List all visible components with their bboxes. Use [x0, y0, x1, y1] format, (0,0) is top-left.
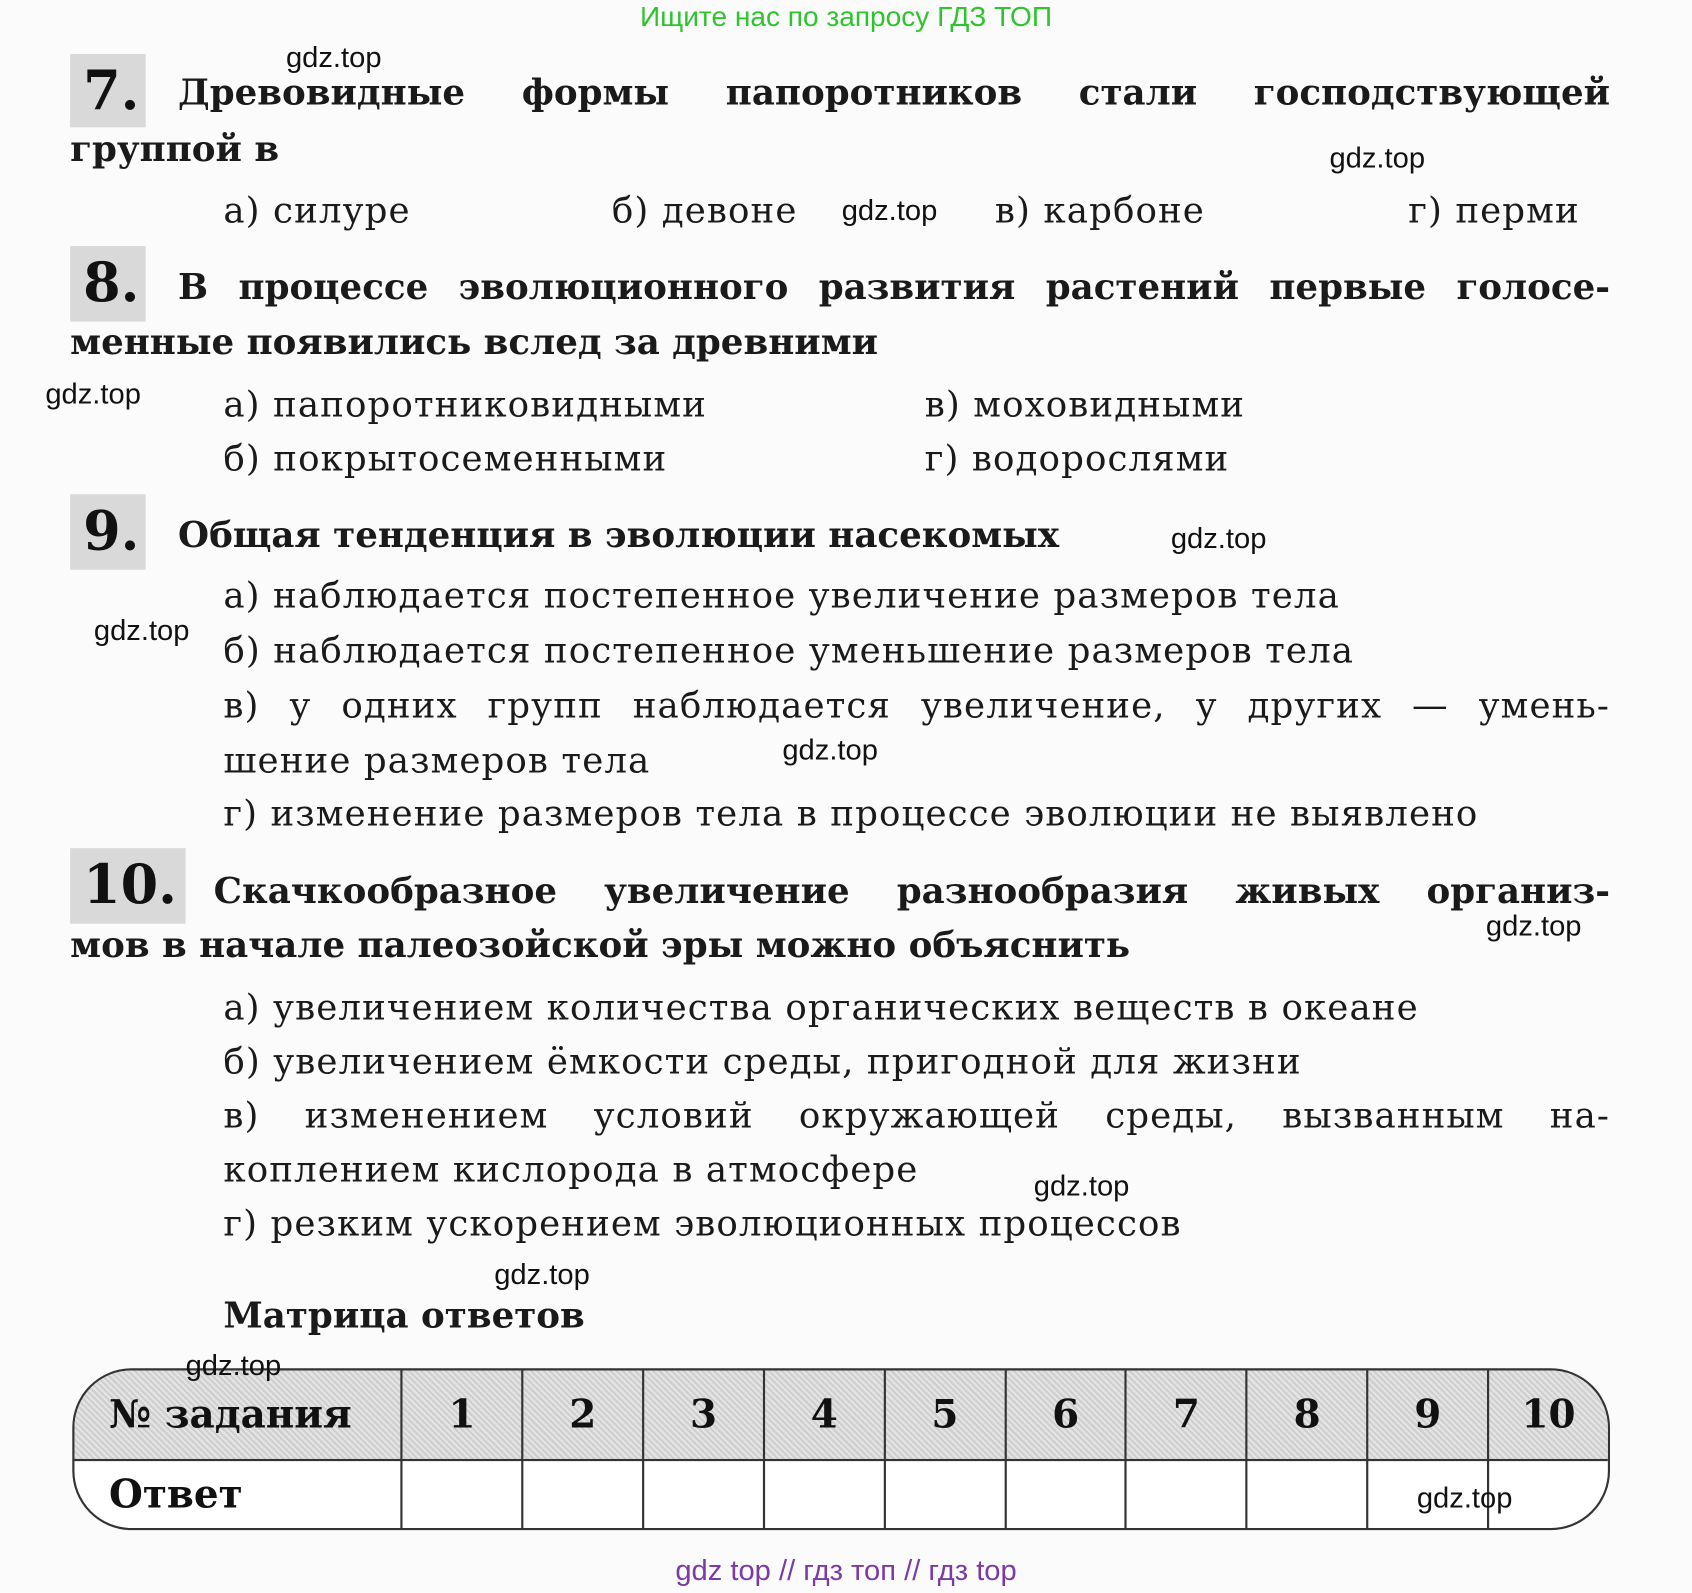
q9-option-c-cont: шение размеров тела [223, 739, 651, 782]
q7-option-b: б) девоне [611, 188, 798, 231]
answer-cell[interactable] [521, 1459, 642, 1530]
answer-label: Ответ [108, 1471, 243, 1518]
watermark: gdz.top [185, 1348, 282, 1382]
q7-option-c: в) карбоне [994, 188, 1205, 231]
question-9-line-1: Общая тенденция в эволюции насекомых [178, 513, 1060, 556]
q8-option-b: б) покрытосеменными [223, 437, 668, 480]
watermark: gdz.top [1170, 522, 1267, 555]
q9-option-c: в) у одних групп наблюдается увеличение, у других — умень- [223, 684, 1611, 727]
answer-cell[interactable] [1004, 1459, 1125, 1530]
column-header: 4 [763, 1370, 884, 1458]
column-header: 2 [521, 1370, 642, 1458]
header-banner: Ищите нас по запросу ГДЗ ТОП [640, 0, 1053, 33]
watermark: gdz.top [782, 733, 878, 767]
q9-option-a: а) наблюдается постепенное увеличение размеров тела [223, 574, 1340, 617]
q10-option-a: а) увеличением количества органических веществ в океане [223, 986, 1419, 1029]
answer-cell[interactable] [401, 1459, 522, 1530]
answer-cell[interactable] [883, 1459, 1004, 1530]
question-7-line-1: Древовидные формы папоротников стали господствующей [178, 71, 1611, 114]
question-number-9: 9. [70, 494, 146, 570]
watermark: gdz.top [45, 377, 141, 411]
q9-option-d: г) изменение размеров тела в процессе эволюции не выявлено [223, 792, 1479, 835]
column-header: 5 [883, 1370, 1004, 1458]
answer-row [74, 1459, 1607, 1530]
watermark: gdz.top [1485, 909, 1582, 943]
column-header: 1 [401, 1370, 522, 1458]
q10-option-b: б) увеличением ёмкости среды, пригодной для жизни [223, 1040, 1302, 1083]
answer-cell[interactable] [763, 1459, 884, 1530]
watermark: gdz.top [285, 41, 382, 74]
column-header: 7 [1125, 1370, 1246, 1458]
question-number-7: 7. [70, 54, 146, 127]
footer-banner: gdz top // гдз топ // гдз top [675, 1553, 1017, 1587]
task-number-row [74, 1370, 1607, 1461]
question-number-8: 8. [70, 246, 146, 322]
matrix-title: Матрица ответов [223, 1293, 585, 1336]
question-number-10: 10. [70, 848, 185, 924]
question-8-line-2: менные появились вслед за древними [70, 320, 879, 363]
column-header: 8 [1246, 1370, 1367, 1458]
watermark: gdz.top [1416, 1481, 1513, 1514]
column-header: 10 [1487, 1370, 1608, 1458]
answer-cell[interactable] [1246, 1459, 1367, 1530]
q9-option-b: б) наблюдается постепенное уменьшение размеров тела [223, 629, 1355, 672]
watermark: gdz.top [494, 1258, 590, 1291]
watermark: gdz.top [841, 194, 938, 227]
column-header: 9 [1366, 1370, 1487, 1458]
q10-option-c-cont: коплением кислорода в атмосфере [223, 1148, 919, 1191]
column-header: 3 [642, 1370, 763, 1458]
column-header: 6 [1004, 1370, 1125, 1458]
watermark: gdz.top [1329, 141, 1426, 174]
watermark: gdz.top [1033, 1169, 1130, 1203]
question-7-line-2: группой в [70, 127, 280, 170]
q7-option-a: а) силуре [223, 188, 411, 231]
answer-cell[interactable] [642, 1459, 763, 1530]
watermark: gdz.top [93, 614, 190, 647]
task-number-label: № задания [108, 1392, 352, 1438]
answer-cell[interactable] [1125, 1459, 1246, 1530]
q8-option-c: в) моховидными [924, 383, 1246, 426]
q10-option-d: г) резким ускорением эволюционных процессов [223, 1202, 1182, 1245]
answer-matrix-table [72, 1368, 1610, 1530]
question-8-line-1: В процессе эволюционного развития растений первые голосе- [178, 265, 1611, 308]
question-10-line-2: мов в начале палеозойской эры можно объяснить [70, 923, 1131, 966]
q10-option-c: в) изменением условий окружающей среды, вызванным на- [223, 1094, 1611, 1137]
q8-option-d: г) водорослями [924, 437, 1230, 480]
q8-option-a: а) папоротниковидными [223, 383, 707, 426]
q7-option-d: г) перми [1408, 188, 1580, 231]
question-10-line-1: Скачкообразное увеличение разнообразия живых организ- [213, 869, 1611, 912]
